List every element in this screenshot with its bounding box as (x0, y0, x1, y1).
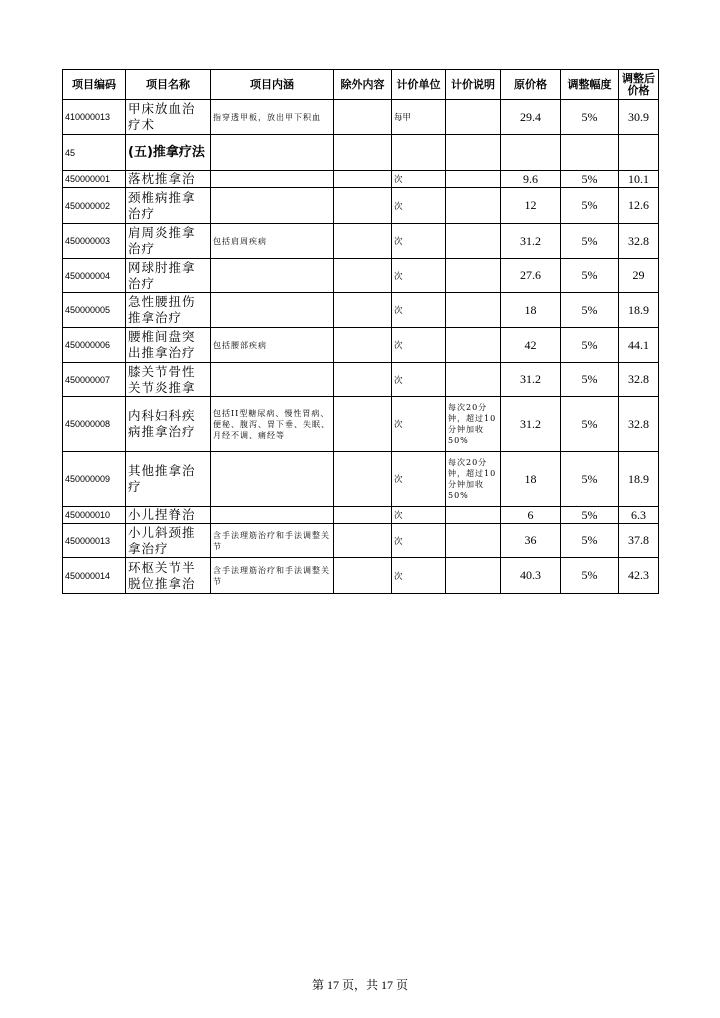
cell-excluded (334, 224, 392, 259)
cell-note: 每次20分钟，超过10分钟加收50% (446, 397, 501, 452)
cell-unit: 次 (392, 452, 446, 507)
cell-unit: 次 (392, 188, 446, 224)
cell-name: 急性腰扭伤推拿治疗 (126, 293, 211, 328)
table-row (63, 293, 659, 328)
cell-note (446, 524, 501, 558)
cell-adjust-rate: 5% (561, 507, 619, 524)
cell-content (211, 188, 334, 224)
cell-content (211, 293, 334, 328)
header-note: 计价说明 (446, 70, 501, 100)
cell-original-price: 18 (501, 293, 561, 328)
cell-unit: 次 (392, 328, 446, 363)
cell-adjusted-price: 32.8 (619, 224, 659, 259)
cell-name: 腰椎间盘突出推拿治疗 (126, 328, 211, 363)
cell-original-price: 42 (501, 328, 561, 363)
cell-original-price: 40.3 (501, 558, 561, 594)
cell-content: 指穿透甲板，放出甲下积血 (211, 100, 334, 135)
table-body (63, 100, 659, 594)
price-adjustment-table (62, 69, 659, 594)
header-code: 项目编码 (63, 70, 126, 100)
table-row (63, 259, 659, 293)
cell-content (211, 363, 334, 397)
cell-content (211, 507, 334, 524)
cell-content: 包括II型糖尿病、慢性胃病、便秘、腹泻、胃下垂、失眠、月经不调、痛经等 (211, 397, 334, 452)
cell-note: 每次20分钟，超过10分钟加收50% (446, 452, 501, 507)
cell-excluded (334, 188, 392, 224)
cell-code: 450000009 (63, 452, 126, 507)
cell-original-price: 31.2 (501, 363, 561, 397)
cell-note (446, 171, 501, 188)
cell-name: 甲床放血治疗术 (126, 100, 211, 135)
cell-adjusted-price: 18.9 (619, 293, 659, 328)
cell-unit: 每甲 (392, 100, 446, 135)
cell-note (446, 100, 501, 135)
cell-name: 落枕推拿治 (126, 171, 211, 188)
section-title: (五)推拿疗法 (126, 135, 211, 171)
cell-adjust-rate: 5% (561, 224, 619, 259)
cell-adjusted-price: 30.9 (619, 100, 659, 135)
cell-original-price: 18 (501, 452, 561, 507)
cell-adjust-rate: 5% (561, 524, 619, 558)
cell-note (446, 135, 501, 171)
cell-name: 小儿捏脊治 (126, 507, 211, 524)
cell-unit: 次 (392, 507, 446, 524)
cell-note (446, 328, 501, 363)
cell-original-price: 9.6 (501, 171, 561, 188)
cell-code: 410000013 (63, 100, 126, 135)
cell-note (446, 363, 501, 397)
cell-note (446, 188, 501, 224)
cell-code: 450000001 (63, 171, 126, 188)
header-adjusted-price: 调整后价格 (619, 70, 659, 100)
cell-name: 小儿斜颈推拿治疗 (126, 524, 211, 558)
cell-adjust-rate: 5% (561, 171, 619, 188)
cell-note (446, 259, 501, 293)
cell-adjusted-price: 32.8 (619, 363, 659, 397)
cell-adjust-rate: 5% (561, 363, 619, 397)
cell-note (446, 293, 501, 328)
cell-unit: 次 (392, 363, 446, 397)
cell-name: 其他推拿治疗 (126, 452, 211, 507)
table-row (63, 171, 659, 188)
cell-excluded (334, 524, 392, 558)
cell-code: 45 (63, 135, 126, 171)
cell-content (211, 452, 334, 507)
cell-content: 包括肩周疾病 (211, 224, 334, 259)
cell-content: 含手法理筋治疗和手法调整关节 (211, 524, 334, 558)
table-header-row (63, 70, 659, 100)
cell-code: 450000003 (63, 224, 126, 259)
section-row (63, 135, 659, 171)
cell-adjust-rate: 5% (561, 558, 619, 594)
page-number-footer: 第 17 页，共 17 页 (311, 978, 408, 992)
cell-content: 包括腰部疾病 (211, 328, 334, 363)
cell-code: 450000004 (63, 259, 126, 293)
cell-adjusted-price: 6.3 (619, 507, 659, 524)
cell-unit: 次 (392, 171, 446, 188)
table-row (63, 100, 659, 135)
cell-adjust-rate: 5% (561, 259, 619, 293)
cell-excluded (334, 135, 392, 171)
cell-code: 450000002 (63, 188, 126, 224)
cell-adjust-rate: 5% (561, 188, 619, 224)
cell-excluded (334, 100, 392, 135)
cell-excluded (334, 558, 392, 594)
header-name: 项目名称 (126, 70, 211, 100)
cell-original-price (501, 135, 561, 171)
table-row (63, 452, 659, 507)
table-row (63, 224, 659, 259)
cell-adjust-rate: 5% (561, 452, 619, 507)
cell-excluded (334, 397, 392, 452)
cell-code: 450000005 (63, 293, 126, 328)
header-original-price: 原价格 (501, 70, 561, 100)
cell-name: 膝关节骨性关节炎推拿 (126, 363, 211, 397)
cell-adjusted-price: 12.6 (619, 188, 659, 224)
cell-adjusted-price: 44.1 (619, 328, 659, 363)
cell-name: 内科妇科疾病推拿治疗 (126, 397, 211, 452)
cell-excluded (334, 293, 392, 328)
cell-code: 450000013 (63, 524, 126, 558)
cell-code: 450000014 (63, 558, 126, 594)
cell-adjust-rate (561, 135, 619, 171)
cell-code: 450000007 (63, 363, 126, 397)
cell-adjust-rate: 5% (561, 328, 619, 363)
cell-excluded (334, 452, 392, 507)
table-row (63, 397, 659, 452)
cell-original-price: 31.2 (501, 224, 561, 259)
cell-adjust-rate: 5% (561, 100, 619, 135)
cell-adjusted-price (619, 135, 659, 171)
cell-note (446, 224, 501, 259)
cell-unit: 次 (392, 293, 446, 328)
cell-unit: 次 (392, 524, 446, 558)
cell-adjusted-price: 10.1 (619, 171, 659, 188)
cell-original-price: 27.6 (501, 259, 561, 293)
cell-unit: 次 (392, 397, 446, 452)
cell-content (211, 259, 334, 293)
cell-adjust-rate: 5% (561, 293, 619, 328)
table-row (63, 328, 659, 363)
cell-original-price: 36 (501, 524, 561, 558)
cell-unit (392, 135, 446, 171)
table-row (63, 363, 659, 397)
cell-adjusted-price: 42.3 (619, 558, 659, 594)
cell-note (446, 558, 501, 594)
cell-name: 环枢关节半脱位推拿治 (126, 558, 211, 594)
table-row (63, 188, 659, 224)
cell-code: 450000008 (63, 397, 126, 452)
cell-content (211, 171, 334, 188)
cell-unit: 次 (392, 224, 446, 259)
cell-adjust-rate: 5% (561, 397, 619, 452)
cell-name: 颈椎病推拿治疗 (126, 188, 211, 224)
cell-original-price: 29.4 (501, 100, 561, 135)
cell-name: 网球肘推拿治疗 (126, 259, 211, 293)
cell-unit: 次 (392, 259, 446, 293)
header-unit: 计价单位 (392, 70, 446, 100)
cell-content: 含手法理筋治疗和手法调整关节 (211, 558, 334, 594)
cell-excluded (334, 171, 392, 188)
cell-adjusted-price: 18.9 (619, 452, 659, 507)
cell-excluded (334, 363, 392, 397)
cell-adjusted-price: 32.8 (619, 397, 659, 452)
cell-code: 450000010 (63, 507, 126, 524)
cell-unit: 次 (392, 558, 446, 594)
cell-original-price: 12 (501, 188, 561, 224)
table-row (63, 558, 659, 594)
header-content: 项目内涵 (211, 70, 334, 100)
cell-note (446, 507, 501, 524)
cell-excluded (334, 259, 392, 293)
table-row (63, 524, 659, 558)
cell-adjusted-price: 37.8 (619, 524, 659, 558)
cell-code: 450000006 (63, 328, 126, 363)
header-excluded: 除外内容 (334, 70, 392, 100)
cell-original-price: 31.2 (501, 397, 561, 452)
cell-name: 肩周炎推拿治疗 (126, 224, 211, 259)
table-row (63, 507, 659, 524)
cell-adjusted-price: 29 (619, 259, 659, 293)
cell-excluded (334, 507, 392, 524)
cell-original-price: 6 (501, 507, 561, 524)
cell-content (211, 135, 334, 171)
cell-excluded (334, 328, 392, 363)
header-adjust-rate: 调整幅度 (561, 70, 619, 100)
